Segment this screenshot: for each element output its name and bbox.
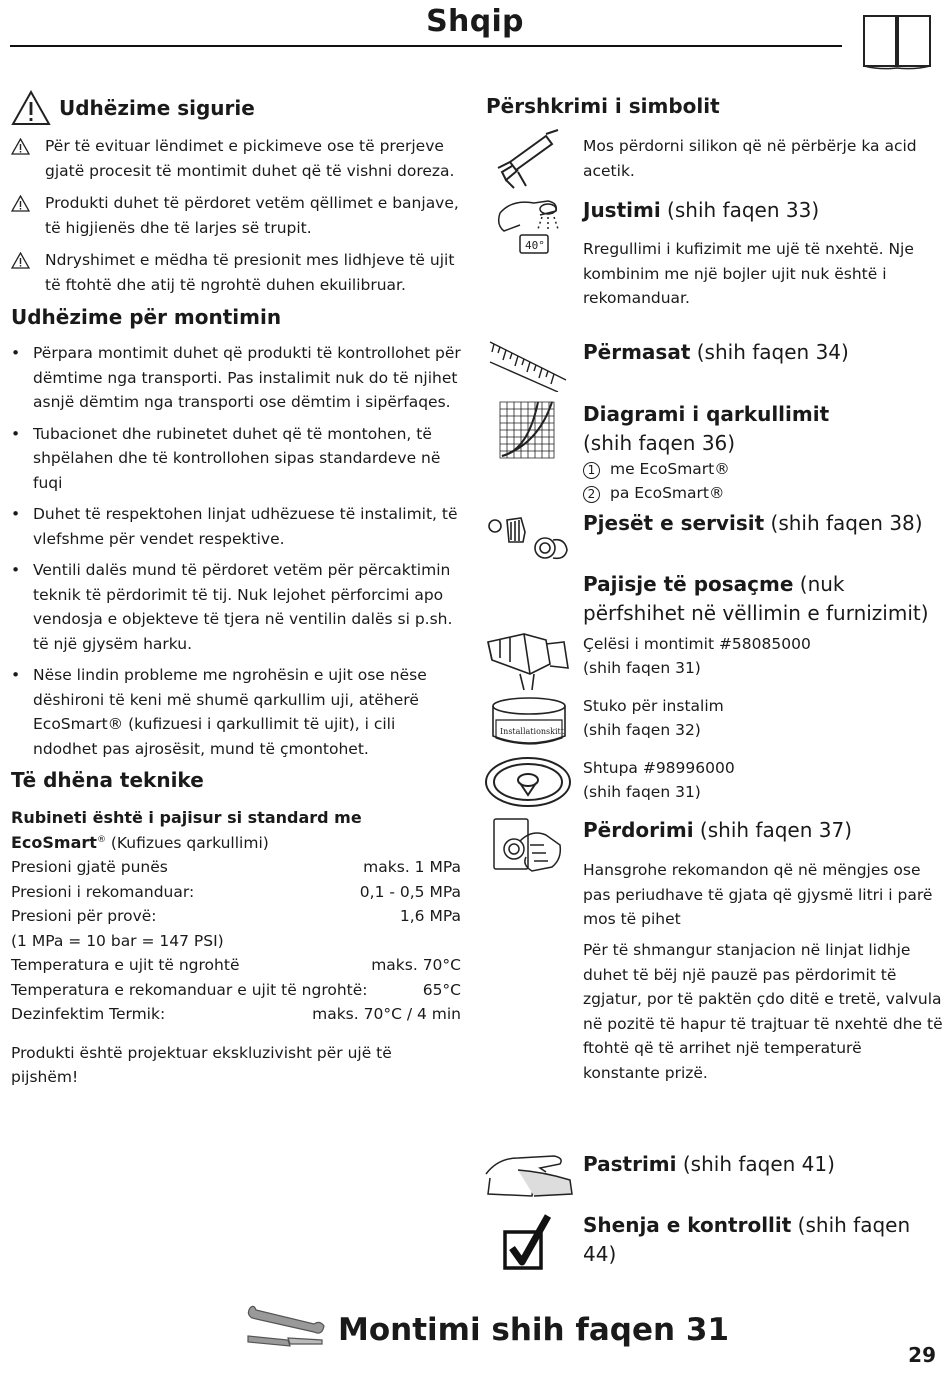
parts-heading: Pjesët e servisit (shih faqen 38) bbox=[583, 511, 923, 535]
cleaning-hand-icon bbox=[484, 1150, 576, 1198]
seal-ref: (shih faqen 31) bbox=[583, 783, 701, 801]
tech-title: Të dhëna teknike bbox=[11, 768, 204, 792]
thermostat-label: 40° bbox=[525, 239, 545, 252]
dimensions-heading: Përmasat (shih faqen 34) bbox=[583, 340, 849, 364]
list-item bbox=[11, 134, 461, 183]
list-item: • Duhet të respektohen linjat udhëzuese të instalimit, të vlefshme për vendet respektive. bbox=[11, 505, 458, 548]
caulking-gun-icon bbox=[496, 128, 560, 192]
key-ref: (shih faqen 31) bbox=[583, 659, 701, 677]
list-item: • Tubacionet dhe rubinetet duhet që të montohen, të shpëlahen dhe të kontrollohen sipas standardeve në fuqi bbox=[11, 424, 441, 492]
adjust-heading: Justimi (shih faqen 33) bbox=[583, 198, 820, 222]
valve-usage-icon bbox=[490, 815, 564, 877]
seal-ring-icon bbox=[484, 755, 572, 809]
tech-row: Presioni gjatë punës maks. 1 MPa bbox=[11, 858, 461, 876]
safety-list bbox=[11, 134, 461, 297]
key-text: Çelësi i montimit #58085000 bbox=[583, 635, 811, 653]
use-heading: Përdorimi (shih faqen 37) bbox=[583, 818, 852, 842]
flow-heading: Diagrami i qarkullimit bbox=[583, 402, 830, 426]
tech-row: Temperatura e ujit të ngrohtë maks. 70°C bbox=[11, 956, 461, 974]
thermostat-adjust-icon bbox=[490, 195, 564, 257]
flow-ref: (shih faqen 36) bbox=[583, 431, 736, 455]
use-text-2: Për të shmangur stanjacion në linjat lidhje duhet të bëj një pauzë pas përdorimit të zgjatur, por të paktën çdo ditë e tretë, valvula në pozitë të hapur të trajtuar të nxehtë dhe të ftohtë që të arrihet një temperaturë konstante prizë. bbox=[583, 941, 943, 1082]
warning-icon bbox=[11, 138, 30, 155]
warning-icon bbox=[11, 90, 51, 126]
list-item: • Ventili dalës mund të përdoret vetëm për përcaktimin teknik të përdorimit të tij. Nuk lejohet përforcimi apo vendosja e objekteve të tjera në ventilin dalës si p.sh. të një gjysëm harku. bbox=[11, 561, 453, 653]
special-heading: Pajisje të posaçme (nuk përfshihet në vëllimin e furnizimit) bbox=[583, 572, 929, 625]
silicone-text: Mos përdorni silikon që në përbërje ka acid acetik. bbox=[583, 137, 917, 180]
stucco-text: Stuko për instalim bbox=[583, 697, 724, 715]
list-item bbox=[11, 248, 461, 297]
wrench-screwdriver-icon bbox=[244, 1302, 326, 1348]
left-column bbox=[11, 88, 461, 1090]
footer-title: Montimi shih faqen 31 bbox=[338, 1312, 730, 1348]
mounting-key-icon bbox=[484, 630, 570, 692]
tech-standard: Rubineti është i pajisur si standard me EcoSmart® (Kufizues qarkullimi) bbox=[11, 808, 362, 852]
stucco-ref: (shih faqen 32) bbox=[583, 721, 701, 739]
symbols-title: Përshkrimi i simbolit bbox=[486, 94, 720, 118]
mounting-list bbox=[11, 341, 461, 761]
flow-diagram-icon bbox=[498, 400, 556, 460]
page-number: 29 bbox=[908, 1343, 936, 1367]
page-title: Shqip bbox=[426, 4, 524, 39]
warning-icon bbox=[11, 252, 30, 269]
checkmark-icon bbox=[502, 1212, 552, 1272]
safety-item-2: Produkti duhet të përdoret vetëm qëllimet e banjave, të higjienës dhe të larjes së trupit. bbox=[45, 194, 459, 237]
tech-row: (1 MPa = 10 bar = 147 PSI) bbox=[11, 931, 224, 950]
use-text-1: Hansgrohe rekomandon që në mëngjes ose pas periudhave të gjata që gjysmë litri i parë mos të pihet bbox=[583, 861, 933, 928]
check-heading: Shenja e kontrollit (shih faqen 44) bbox=[583, 1213, 911, 1266]
tech-note: Produkti është projektuar ekskluzivisht për ujë të pijshëm! bbox=[11, 1043, 392, 1086]
tech-table bbox=[11, 855, 461, 1027]
safety-heading bbox=[11, 88, 461, 128]
adjust-text: Rregullimi i kufizimit me ujë të nxehtë. Nje kombinim me një bojler ujit nuk është i rekomanduar. bbox=[583, 240, 914, 307]
seal-text: Shtupa #98996000 bbox=[583, 759, 735, 777]
header-rule bbox=[10, 45, 842, 47]
mounting-title: Udhëzime për montimin bbox=[11, 305, 282, 329]
safety-item-3: Ndryshimet e mëdha të presionit mes lidhjeve të ujit të ftohtë dhe atij të ngrohtë duhen ekuilibruar. bbox=[45, 251, 455, 294]
safety-title: Udhëzime sigurie bbox=[59, 96, 255, 120]
flow-legend-2: 2 pa EcoSmart® bbox=[583, 481, 943, 506]
tech-row: Dezinfektim Termik: maks. 70°C / 4 min bbox=[11, 1005, 461, 1023]
ruler-icon bbox=[488, 340, 568, 392]
service-parts-icon bbox=[487, 512, 571, 562]
flow-legend-1: 1 me EcoSmart® bbox=[583, 457, 943, 482]
tech-row: Presioni për provë: 1,6 MPa bbox=[11, 907, 461, 925]
list-item: • Përpara montimit duhet që produkti të kontrollohet për dëmtime nga transporti. Pas instalimit nuk do të njihet asnjë dëmtim nga transporti ose dëmtim i sipërfaqes. bbox=[11, 344, 461, 411]
sealant-can-icon bbox=[490, 696, 568, 748]
can-label: Installationskitt bbox=[500, 727, 564, 736]
tech-row: Presioni i rekomanduar: 0,1 - 0,5 MPa bbox=[11, 882, 461, 901]
book-icon bbox=[862, 14, 932, 70]
cleaning-heading: Pastrimi (shih faqen 41) bbox=[583, 1152, 835, 1176]
tech-row: Temperatura e rekomanduar e ujit të ngrohtë: 65°C bbox=[11, 980, 461, 999]
safety-item-1: Për të evituar lëndimet e pickimeve ose të prerjeve gjatë procesit të montimit duhet që të vishni doreza. bbox=[45, 137, 455, 180]
list-item bbox=[11, 191, 461, 240]
warning-icon bbox=[11, 195, 30, 212]
list-item: • Nëse lindin probleme me ngrohësin e ujit ose nëse dëshironi të keni më shumë qarkullim uji, atëherë EcoSmart® (kufizuesi i qarkullimit të ujit), i cili ndodhet pas ajrosësit, mund të çmontohet. bbox=[11, 666, 427, 758]
